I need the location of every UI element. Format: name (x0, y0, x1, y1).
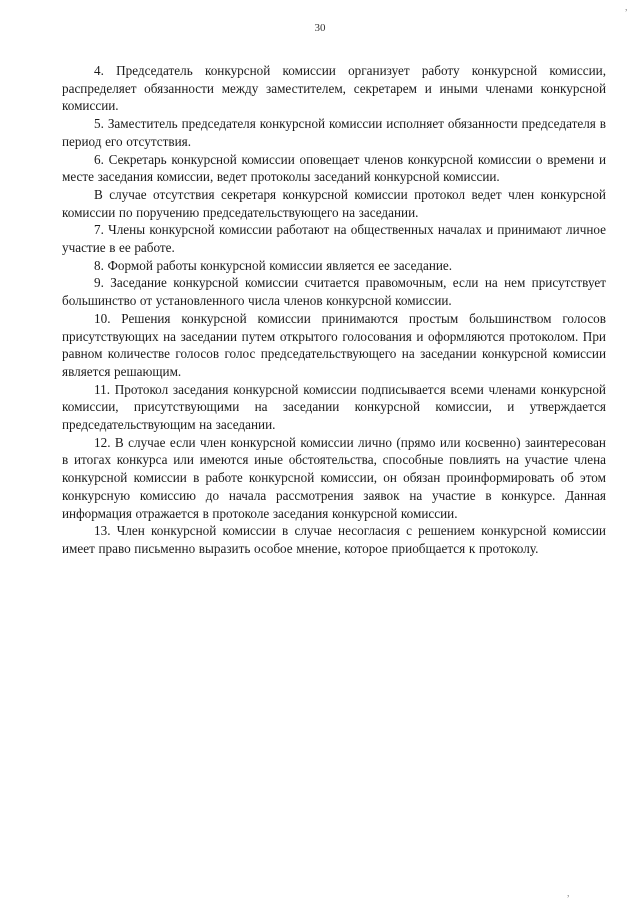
corner-mark-bottom: , (567, 888, 570, 899)
paragraph-item-6: 6. Секретарь конкурсной комиссии оповещает членов конкурсной комиссии о времени и месте заседания комиссии, ведет протоколы заседаний конкурсной комиссии. (62, 151, 606, 185)
paragraph-item-11: 11. Протокол заседания конкурсной комиссии подписывается всеми членами конкурсной комиссии, присутствующими на заседании конкурсной комиссии, и утверждается председательствующим на заседании. (62, 381, 606, 433)
page-number: 30 (314, 22, 326, 34)
document-body (62, 62, 606, 558)
paragraph-item-9: 9. Заседание конкурсной комиссии считается правомочным, если на нем присутствует большинство от установленного числа членов конкурсной комиссии. (62, 275, 606, 309)
corner-mark-top: , (625, 2, 628, 13)
paragraph-item-12: 12. В случае если член конкурсной комиссии лично (прямо или косвенно) заинтересован в итогах конкурса или имеются иные обстоятельства, способные повлиять на участие члена конкурсной комиссии в работе конкурсной комиссии, он обязан проинформировать об этом конкурсную комиссию до начала рассмотрения заявок на участие в конкурсе. Данная информация отражается в протоколе заседания конкурсной комиссии. (62, 434, 606, 521)
paragraph-item-4: 4. Председатель конкурсной комиссии организует работу конкурсной комиссии, распределяет обязанности между заместителем, секретарем и иными членами конкурсной комиссии. (62, 63, 606, 114)
paragraph-item-8: 8. Формой работы конкурсной комиссии является ее заседание. (94, 257, 453, 273)
paragraph-item-7: 7. Члены конкурсной комиссии работают на общественных началах и принимают личное участие в ее работе. (62, 222, 606, 256)
paragraph-item-10: 10. Решения конкурсной комиссии принимаются простым большинством голосов присутствующих на заседании путем открытого голосования и оформляются протоколом. При равном количестве голосов голос председательствующего на заседании конкурсной комиссии является решающим. (62, 310, 606, 379)
paragraph-item-5: 5. Заместитель председателя конкурсной комиссии исполняет обязанности председателя в период его отсутствия. (62, 116, 606, 149)
paragraph-item-13: 13. Член конкурсной комиссии в случае несогласия с решением конкурсной комиссии имеет право письменно выразить особое мнение, которое приобщается к протоколу. (62, 523, 606, 556)
paragraph-secretary-absence: В случае отсутствия секретаря конкурсной комиссии протокол ведет член конкурсной комиссии по поручению председательствующего на заседании. (62, 186, 606, 220)
